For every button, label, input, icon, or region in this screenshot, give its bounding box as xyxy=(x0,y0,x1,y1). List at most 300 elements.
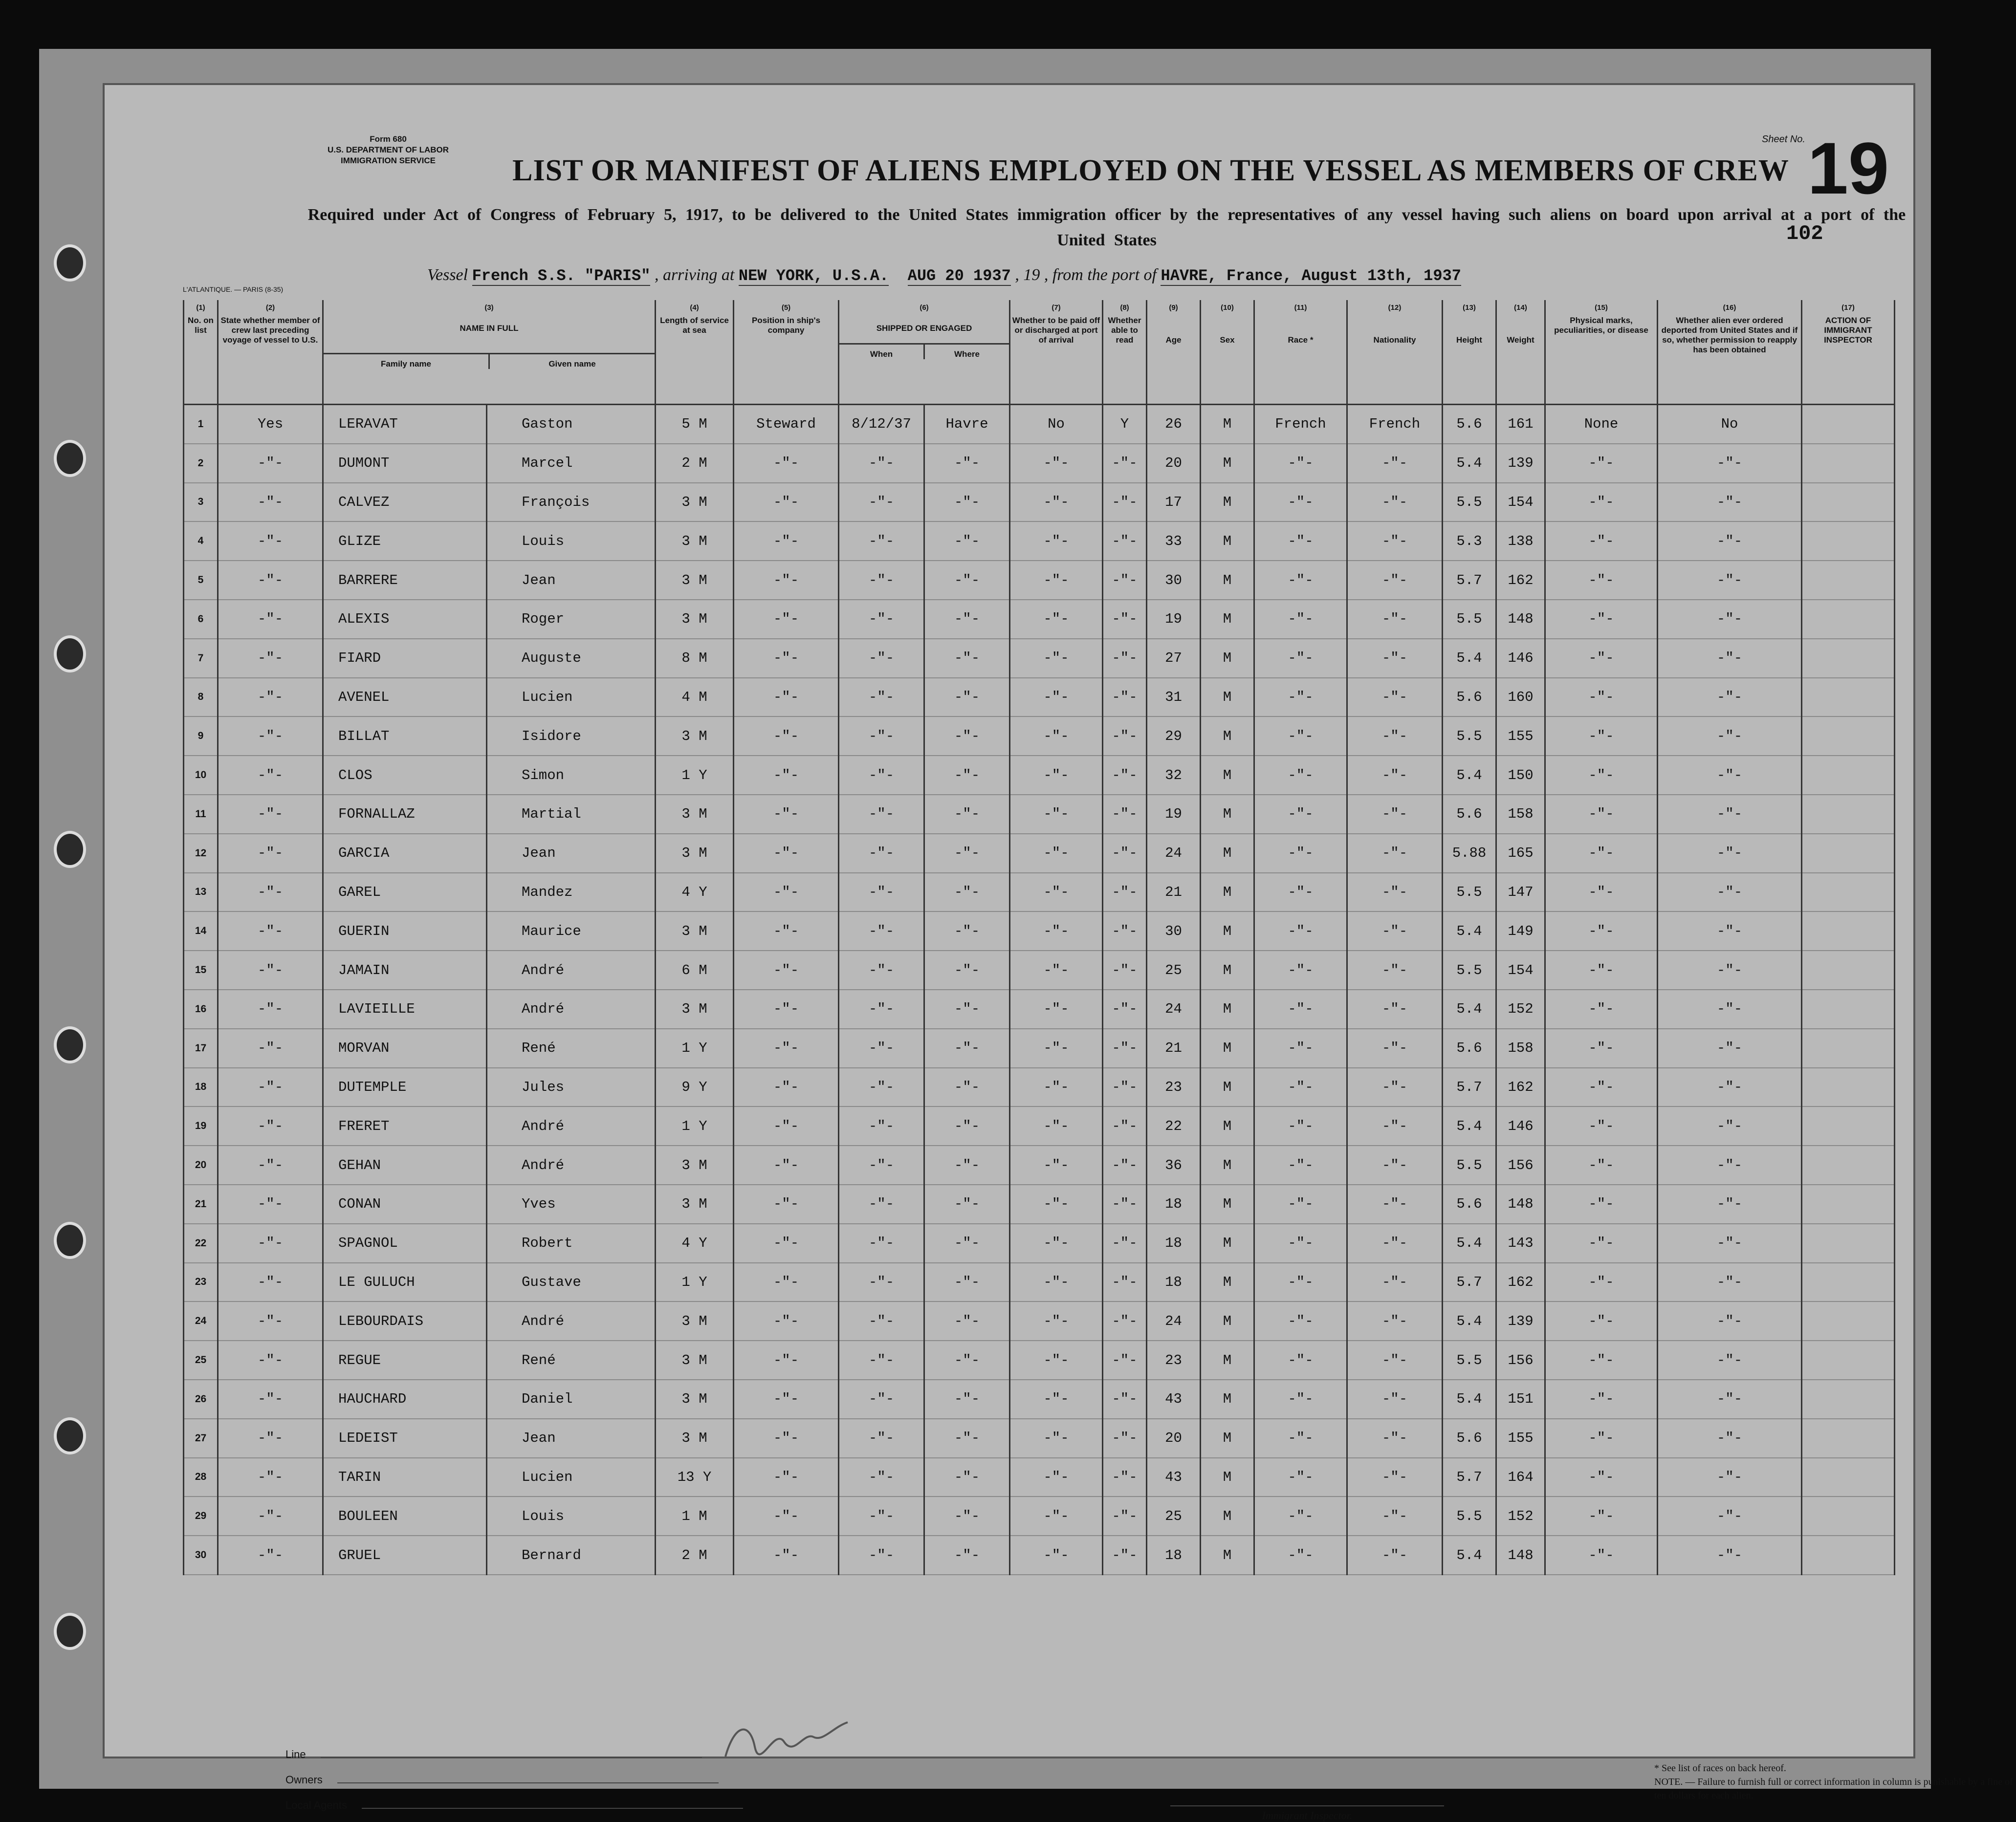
service-length-cell: 3 M xyxy=(656,483,734,522)
family-name-cell: CALVEZ xyxy=(323,483,487,522)
read-cell: -"- xyxy=(1103,444,1147,483)
row-number: 5 xyxy=(184,561,218,600)
position-cell: -"- xyxy=(734,678,839,717)
inspector-action-cell xyxy=(1802,483,1895,522)
shipped-where-cell: -"- xyxy=(924,444,1010,483)
height-cell: 5.4 xyxy=(1443,1380,1496,1419)
nationality-cell: -"- xyxy=(1347,1341,1443,1380)
inspector-action-cell xyxy=(1802,951,1895,990)
height-cell: 5.5 xyxy=(1443,483,1496,522)
weight-cell: 138 xyxy=(1496,521,1545,561)
paid-off-cell: -"- xyxy=(1010,795,1103,834)
nationality-cell: -"- xyxy=(1347,1458,1443,1497)
race-cell: -"- xyxy=(1254,951,1347,990)
age-cell: 18 xyxy=(1147,1263,1201,1302)
col-header-nationality: Nationality xyxy=(1347,316,1443,405)
given-name-cell: Lucien xyxy=(487,1458,656,1497)
weight-cell: 146 xyxy=(1496,639,1545,678)
paid-off-cell: -"- xyxy=(1010,1106,1103,1146)
race-cell: -"- xyxy=(1254,483,1347,522)
binder-hole xyxy=(54,244,86,282)
race-cell: -"- xyxy=(1254,1341,1347,1380)
given-name-cell: Jean xyxy=(487,1419,656,1458)
shipped-when-cell: -"- xyxy=(839,483,924,522)
when-label: When xyxy=(870,349,893,359)
table-row xyxy=(184,405,1895,444)
deported-cell: -"- xyxy=(1658,444,1802,483)
fine-note xyxy=(1654,1775,2016,1802)
family-name-cell: GARCIA xyxy=(323,834,487,873)
service-length-cell: 3 M xyxy=(656,990,734,1029)
read-cell: -"- xyxy=(1103,990,1147,1029)
table-row xyxy=(184,1263,1895,1302)
service-length-cell: 3 M xyxy=(656,716,734,756)
shipped-where-cell: -"- xyxy=(924,834,1010,873)
inspector-action-cell xyxy=(1802,1146,1895,1185)
deported-cell: -"- xyxy=(1658,1263,1802,1302)
table-row xyxy=(184,639,1895,678)
physical-marks-cell: -"- xyxy=(1545,873,1658,912)
weight-cell: 152 xyxy=(1496,990,1545,1029)
sex-cell: M xyxy=(1201,1106,1254,1146)
agents-field xyxy=(285,1793,743,1818)
weight-cell: 149 xyxy=(1496,911,1545,951)
col-num: (1) xyxy=(184,300,218,316)
col-header-deported: Whether alien ever ordered deported from United States and if so, whether permission to reapply has been obtained xyxy=(1658,316,1802,405)
shipped-where-cell: -"- xyxy=(924,1068,1010,1107)
shipped-where-cell: -"- xyxy=(924,521,1010,561)
shipped-where-cell: -"- xyxy=(924,1341,1010,1380)
deported-cell: -"- xyxy=(1658,1419,1802,1458)
deported-cell: -"- xyxy=(1658,1146,1802,1185)
paid-off-cell: -"- xyxy=(1010,911,1103,951)
weight-cell: 158 xyxy=(1496,795,1545,834)
read-cell: -"- xyxy=(1103,1380,1147,1419)
race-cell: -"- xyxy=(1254,834,1347,873)
age-cell: 25 xyxy=(1147,951,1201,990)
physical-marks-cell: -"- xyxy=(1545,521,1658,561)
line-label: Line xyxy=(285,1748,306,1760)
crew-state-cell: -"- xyxy=(218,483,323,522)
position-cell: -"- xyxy=(734,911,839,951)
binder-hole xyxy=(54,440,86,477)
nationality-cell: -"- xyxy=(1347,1497,1443,1536)
weight-cell: 156 xyxy=(1496,1341,1545,1380)
paid-off-cell: -"- xyxy=(1010,521,1103,561)
vessel-label: Vessel xyxy=(427,266,468,284)
paid-off-cell: -"- xyxy=(1010,951,1103,990)
read-cell: -"- xyxy=(1103,561,1147,600)
read-cell: -"- xyxy=(1103,1106,1147,1146)
family-name-cell: MORVAN xyxy=(323,1029,487,1068)
arrival-date-stamp: AUG 20 1937 xyxy=(907,267,1011,285)
weight-cell: 150 xyxy=(1496,756,1545,795)
paid-off-cell: -"- xyxy=(1010,1301,1103,1341)
age-cell: 31 xyxy=(1147,678,1201,717)
deported-cell: -"- xyxy=(1658,873,1802,912)
table-row xyxy=(184,1224,1895,1263)
crew-state-cell: -"- xyxy=(218,1029,323,1068)
height-cell: 5.4 xyxy=(1443,990,1496,1029)
shipped-when-cell: -"- xyxy=(839,678,924,717)
position-cell: -"- xyxy=(734,1536,839,1575)
sex-cell: M xyxy=(1201,561,1254,600)
given-name-cell: Jean xyxy=(487,834,656,873)
shipped-where-cell: -"- xyxy=(924,1029,1010,1068)
sex-cell: M xyxy=(1201,1497,1254,1536)
inspector-line: Immigrant Inspector. xyxy=(1170,1805,1444,1822)
read-cell: -"- xyxy=(1103,1341,1147,1380)
col-num: (7) xyxy=(1010,300,1103,316)
table-row xyxy=(184,1341,1895,1380)
family-name-cell: GLIZE xyxy=(323,521,487,561)
race-cell: -"- xyxy=(1254,1380,1347,1419)
sheet-number-label: Sheet No. xyxy=(1762,134,1805,145)
paid-off-cell: -"- xyxy=(1010,1068,1103,1107)
race-cell: -"- xyxy=(1254,990,1347,1029)
height-cell: 5.4 xyxy=(1443,639,1496,678)
service-length-cell: 4 M xyxy=(656,678,734,717)
shipped-when-cell: -"- xyxy=(839,639,924,678)
physical-marks-cell: -"- xyxy=(1545,1419,1658,1458)
physical-marks-cell: -"- xyxy=(1545,1106,1658,1146)
col-header-read: Whether able to read xyxy=(1103,316,1147,405)
deported-cell: No xyxy=(1658,405,1802,444)
given-name-cell: Martial xyxy=(487,795,656,834)
read-cell: -"- xyxy=(1103,483,1147,522)
given-name-cell: Maurice xyxy=(487,911,656,951)
race-cell: -"- xyxy=(1254,1185,1347,1224)
row-number: 15 xyxy=(184,951,218,990)
weight-cell: 147 xyxy=(1496,873,1545,912)
deported-cell: -"- xyxy=(1658,1185,1802,1224)
read-cell: -"- xyxy=(1103,716,1147,756)
row-number: 20 xyxy=(184,1146,218,1185)
position-cell: -"- xyxy=(734,1419,839,1458)
col-header-length: Length of service at sea xyxy=(656,316,734,405)
binder-hole xyxy=(54,1417,86,1454)
shipped-where-cell: -"- xyxy=(924,1106,1010,1146)
sex-cell: M xyxy=(1201,951,1254,990)
deported-cell: -"- xyxy=(1658,1458,1802,1497)
service-length-cell: 6 M xyxy=(656,951,734,990)
col-header-race: Race * xyxy=(1254,316,1347,405)
inspector-action-cell xyxy=(1802,561,1895,600)
physical-marks-cell: -"- xyxy=(1545,756,1658,795)
form-department: U.S. DEPARTMENT OF LABOR xyxy=(327,145,449,154)
position-cell: -"- xyxy=(734,951,839,990)
family-name-cell: DUTEMPLE xyxy=(323,1068,487,1107)
family-name-cell: BILLAT xyxy=(323,716,487,756)
sex-cell: M xyxy=(1201,756,1254,795)
races-note: * See list of races on back hereof. xyxy=(1654,1763,1786,1774)
shipped-when-cell: -"- xyxy=(839,600,924,639)
race-cell: -"- xyxy=(1254,444,1347,483)
shipped-when-cell: -"- xyxy=(839,1263,924,1302)
shipped-when-cell: -"- xyxy=(839,1301,924,1341)
nationality-cell: -"- xyxy=(1347,1029,1443,1068)
column-number-row xyxy=(184,300,1895,316)
physical-marks-cell: -"- xyxy=(1545,1263,1658,1302)
physical-marks-cell: -"- xyxy=(1545,911,1658,951)
paid-off-cell: -"- xyxy=(1010,990,1103,1029)
row-number: 28 xyxy=(184,1458,218,1497)
service-length-cell: 4 Y xyxy=(656,873,734,912)
shipped-when-cell: -"- xyxy=(839,1380,924,1419)
inspector-action-cell xyxy=(1802,756,1895,795)
row-number: 17 xyxy=(184,1029,218,1068)
race-cell: -"- xyxy=(1254,1263,1347,1302)
height-cell: 5.7 xyxy=(1443,1263,1496,1302)
sex-cell: M xyxy=(1201,1380,1254,1419)
row-number: 14 xyxy=(184,911,218,951)
shipped-when-cell: -"- xyxy=(839,1419,924,1458)
paid-off-cell: -"- xyxy=(1010,444,1103,483)
service-length-cell: 13 Y xyxy=(656,1458,734,1497)
height-cell: 5.7 xyxy=(1443,1458,1496,1497)
shipped-where-cell: -"- xyxy=(924,600,1010,639)
age-cell: 30 xyxy=(1147,561,1201,600)
nationality-cell: -"- xyxy=(1347,1068,1443,1107)
height-cell: 5.6 xyxy=(1443,1419,1496,1458)
subtitle: Required under Act of Congress of February 5, 1917, to be delivered to the United States immigration officer by the representatives of any vessel having such aliens on board upon arrival at a port of the United States xyxy=(307,206,1906,249)
crew-state-cell: -"- xyxy=(218,873,323,912)
service-length-cell: 3 M xyxy=(656,1341,734,1380)
crew-state-cell: -"- xyxy=(218,716,323,756)
read-cell: -"- xyxy=(1103,1146,1147,1185)
inspector-action-cell xyxy=(1802,1341,1895,1380)
inspector-action-cell xyxy=(1802,405,1895,444)
row-number: 3 xyxy=(184,483,218,522)
weight-cell: 148 xyxy=(1496,1185,1545,1224)
shipped-where-cell: -"- xyxy=(924,639,1010,678)
age-cell: 36 xyxy=(1147,1146,1201,1185)
age-cell: 21 xyxy=(1147,873,1201,912)
race-cell: -"- xyxy=(1254,678,1347,717)
given-name-cell: René xyxy=(487,1341,656,1380)
note-text: — Failure to furnish full or correct information in column is punishable by a fine of ten dollars for each alien. xyxy=(1654,1777,2013,1801)
inspector-action-cell xyxy=(1802,1301,1895,1341)
physical-marks-cell: -"- xyxy=(1545,1497,1658,1536)
given-name-cell: René xyxy=(487,1029,656,1068)
col-num: (3) xyxy=(323,300,656,316)
row-number: 30 xyxy=(184,1536,218,1575)
height-cell: 5.4 xyxy=(1443,756,1496,795)
shipped-where-cell: -"- xyxy=(924,1146,1010,1185)
table-row xyxy=(184,1536,1895,1575)
position-cell: -"- xyxy=(734,483,839,522)
shipped-when-cell: -"- xyxy=(839,444,924,483)
height-cell: 5.6 xyxy=(1443,795,1496,834)
col-num: (8) xyxy=(1103,300,1147,316)
shipped-when-cell: 8/12/37 xyxy=(839,405,924,444)
race-cell: French xyxy=(1254,405,1347,444)
weight-cell: 139 xyxy=(1496,444,1545,483)
age-cell: 24 xyxy=(1147,1301,1201,1341)
family-name-cell: REGUE xyxy=(323,1341,487,1380)
footer-fields xyxy=(285,1742,743,1818)
inspector-action-cell xyxy=(1802,1029,1895,1068)
family-name-cell: GRUEL xyxy=(323,1536,487,1575)
given-name-cell: Mandez xyxy=(487,873,656,912)
agents-label: Local Agents xyxy=(285,1799,347,1811)
shipped-where-cell: Havre xyxy=(924,405,1010,444)
age-cell: 25 xyxy=(1147,1497,1201,1536)
arriving-label: , arriving at xyxy=(654,266,735,284)
crew-manifest-table xyxy=(183,300,1895,1575)
given-name-cell: Jules xyxy=(487,1068,656,1107)
crew-state-cell: -"- xyxy=(218,756,323,795)
weight-cell: 146 xyxy=(1496,1106,1545,1146)
crew-state-cell: -"- xyxy=(218,1185,323,1224)
shipped-when-cell: -"- xyxy=(839,1224,924,1263)
table-row xyxy=(184,1185,1895,1224)
sex-cell: M xyxy=(1201,990,1254,1029)
deported-cell: -"- xyxy=(1658,1380,1802,1419)
read-cell: -"- xyxy=(1103,600,1147,639)
position-cell: -"- xyxy=(734,1341,839,1380)
physical-marks-cell: -"- xyxy=(1545,795,1658,834)
table-row xyxy=(184,1419,1895,1458)
physical-marks-cell: -"- xyxy=(1545,1224,1658,1263)
position-cell: -"- xyxy=(734,1380,839,1419)
nationality-cell: -"- xyxy=(1347,716,1443,756)
age-cell: 23 xyxy=(1147,1068,1201,1107)
family-name-cell: DUMONT xyxy=(323,444,487,483)
row-number: 2 xyxy=(184,444,218,483)
crew-state-cell: -"- xyxy=(218,1106,323,1146)
table-row xyxy=(184,756,1895,795)
vessel-line xyxy=(427,266,1894,286)
age-cell: 23 xyxy=(1147,1341,1201,1380)
read-cell: -"- xyxy=(1103,834,1147,873)
nationality-cell: -"- xyxy=(1347,639,1443,678)
row-number: 9 xyxy=(184,716,218,756)
inspector-action-cell xyxy=(1802,911,1895,951)
col-header-weight: Weight xyxy=(1496,316,1545,405)
sex-cell: M xyxy=(1201,1301,1254,1341)
position-cell: -"- xyxy=(734,1458,839,1497)
weight-cell: 162 xyxy=(1496,561,1545,600)
nationality-cell: -"- xyxy=(1347,834,1443,873)
row-number: 18 xyxy=(184,1068,218,1107)
race-cell: -"- xyxy=(1254,1497,1347,1536)
read-cell: -"- xyxy=(1103,521,1147,561)
service-length-cell: 1 M xyxy=(656,1497,734,1536)
physical-marks-cell: -"- xyxy=(1545,444,1658,483)
shipped-where-cell: -"- xyxy=(924,951,1010,990)
given-name-cell: Jean xyxy=(487,561,656,600)
race-cell: -"- xyxy=(1254,873,1347,912)
shipped-when-cell: -"- xyxy=(839,1536,924,1575)
nationality-cell: -"- xyxy=(1347,521,1443,561)
line-field xyxy=(285,1742,743,1767)
row-number: 6 xyxy=(184,600,218,639)
sex-cell: M xyxy=(1201,1341,1254,1380)
shipped-when-cell: -"- xyxy=(839,795,924,834)
crew-state-cell: -"- xyxy=(218,834,323,873)
nationality-cell: -"- xyxy=(1347,990,1443,1029)
col-num: (17) xyxy=(1802,300,1895,316)
position-cell: -"- xyxy=(734,521,839,561)
table-row xyxy=(184,1497,1895,1536)
col-num: (9) xyxy=(1147,300,1201,316)
given-name-cell: André xyxy=(487,1146,656,1185)
crew-state-cell: -"- xyxy=(218,1419,323,1458)
paid-off-cell: -"- xyxy=(1010,639,1103,678)
given-name-cell: François xyxy=(487,483,656,522)
row-number: 22 xyxy=(184,1224,218,1263)
race-cell: -"- xyxy=(1254,1458,1347,1497)
read-cell: -"- xyxy=(1103,1458,1147,1497)
crew-state-cell: -"- xyxy=(218,951,323,990)
service-length-cell: 3 M xyxy=(656,1380,734,1419)
inspector-action-cell xyxy=(1802,678,1895,717)
family-name-cell: CONAN xyxy=(323,1185,487,1224)
given-name-cell: Bernard xyxy=(487,1536,656,1575)
table-row xyxy=(184,716,1895,756)
race-cell: -"- xyxy=(1254,1224,1347,1263)
race-cell: -"- xyxy=(1254,1068,1347,1107)
service-length-cell: 3 M xyxy=(656,1419,734,1458)
given-name-cell: Gustave xyxy=(487,1263,656,1302)
nationality-cell: -"- xyxy=(1347,1185,1443,1224)
deported-cell: -"- xyxy=(1658,990,1802,1029)
col-num: (5) xyxy=(734,300,839,316)
paid-off-cell: -"- xyxy=(1010,1224,1103,1263)
age-cell: 18 xyxy=(1147,1185,1201,1224)
deported-cell: -"- xyxy=(1658,639,1802,678)
physical-marks-cell: -"- xyxy=(1545,678,1658,717)
height-cell: 5.5 xyxy=(1443,716,1496,756)
row-number: 11 xyxy=(184,795,218,834)
position-cell: -"- xyxy=(734,600,839,639)
col-num: (14) xyxy=(1496,300,1545,316)
read-cell: Y xyxy=(1103,405,1147,444)
paid-off-cell: -"- xyxy=(1010,1458,1103,1497)
col-header-sex: Sex xyxy=(1201,316,1254,405)
sex-cell: M xyxy=(1201,834,1254,873)
row-number: 7 xyxy=(184,639,218,678)
position-cell: -"- xyxy=(734,444,839,483)
crew-state-cell: -"- xyxy=(218,1224,323,1263)
deported-cell: -"- xyxy=(1658,1536,1802,1575)
age-cell: 18 xyxy=(1147,1536,1201,1575)
height-cell: 5.4 xyxy=(1443,1301,1496,1341)
weight-cell: 161 xyxy=(1496,405,1545,444)
sheet-number xyxy=(1762,127,1889,209)
shipped-when-cell: -"- xyxy=(839,1106,924,1146)
physical-marks-cell: -"- xyxy=(1545,834,1658,873)
row-number: 19 xyxy=(184,1106,218,1146)
deported-cell: -"- xyxy=(1658,1068,1802,1107)
sex-cell: M xyxy=(1201,1419,1254,1458)
age-cell: 27 xyxy=(1147,639,1201,678)
age-cell: 24 xyxy=(1147,990,1201,1029)
service-length-cell: 3 M xyxy=(656,911,734,951)
race-cell: -"- xyxy=(1254,716,1347,756)
race-cell: -"- xyxy=(1254,1146,1347,1185)
table-row xyxy=(184,1458,1895,1497)
family-name-cell: GUERIN xyxy=(323,911,487,951)
col-num: (13) xyxy=(1443,300,1496,316)
owners-rule xyxy=(337,1782,719,1783)
paid-off-cell: -"- xyxy=(1010,1029,1103,1068)
table-row xyxy=(184,795,1895,834)
shipped-where-cell: -"- xyxy=(924,716,1010,756)
read-cell: -"- xyxy=(1103,678,1147,717)
age-cell: 32 xyxy=(1147,756,1201,795)
